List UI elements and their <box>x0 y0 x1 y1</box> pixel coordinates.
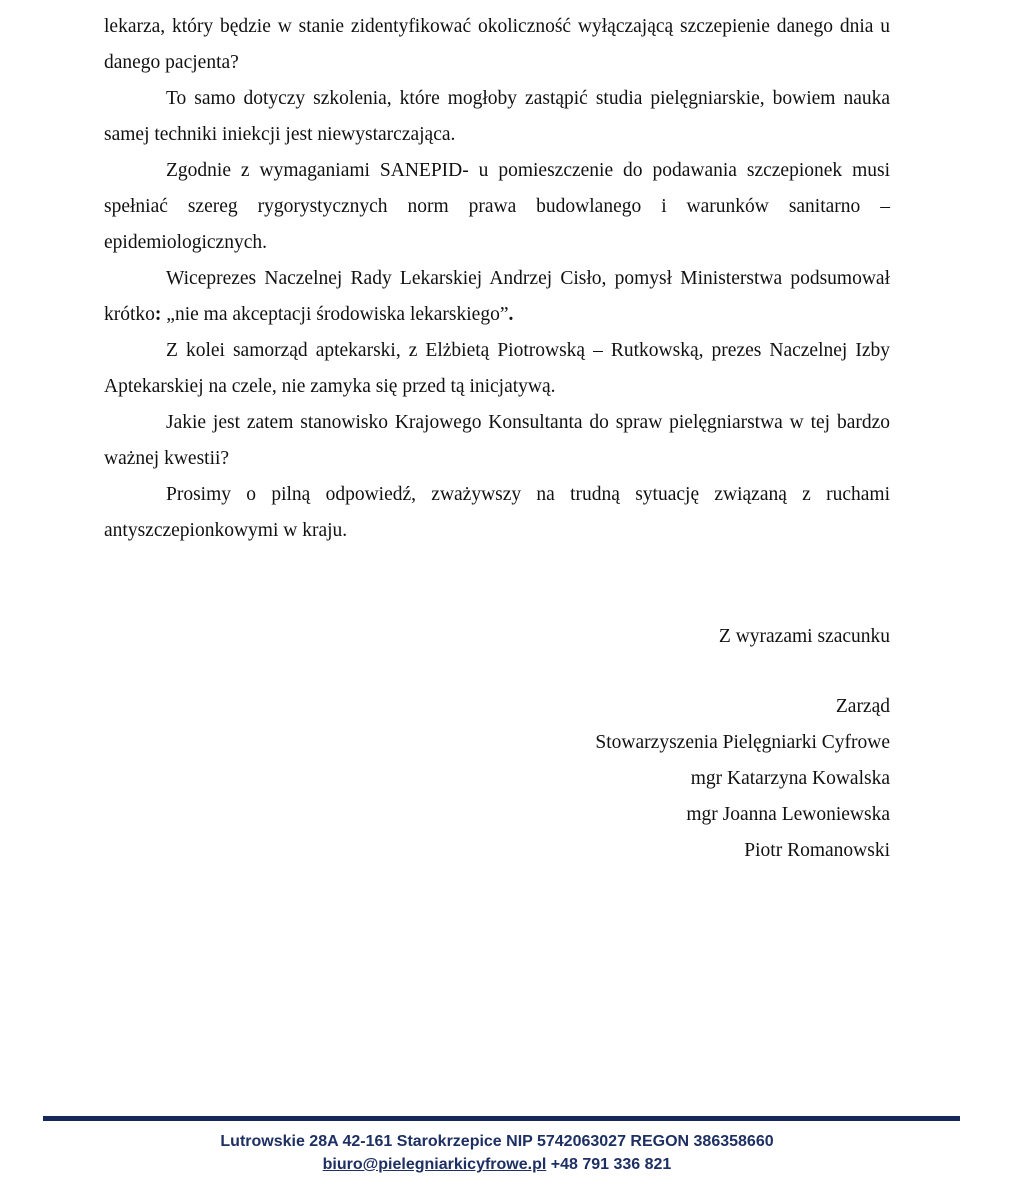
signature-name: mgr Joanna Lewoniewska <box>686 804 890 825</box>
signature-block <box>595 689 890 869</box>
letter-body <box>104 9 890 549</box>
signature-board: Zarząd <box>835 696 890 717</box>
signature-name: mgr Katarzyna Kowalska <box>690 768 890 789</box>
quote-colon: : <box>154 304 162 325</box>
paragraph-request: Prosimy o pilną odpowiedź, zważywszy na trudną sytuację związaną z ruchami antyszczepionkowymi w kraju. <box>104 484 890 541</box>
footer-contact <box>0 1153 994 1176</box>
paragraph-question: Jakie jest zatem stanowisko Krajowego Konsultanta do spraw pielęgniarstwa w tej bardzo ważnej kwestii? <box>104 412 890 469</box>
paragraph-nrl-quote <box>104 261 890 333</box>
paragraph-sanepid: Zgodnie z wymaganiami SANEPID- u pomieszczenie do podawania szczepionek musi spełniać szereg rygorystycznych norm prawa budowlanego i warunków sanitarno – epidemiologicznych. <box>104 160 890 253</box>
quote-text: „nie ma akceptacji środowiska lekarskiego” <box>161 304 509 325</box>
paragraph-pharmacists: Z kolei samorząd aptekarski, z Elżbietą Piotrowską – Rutkowską, prezes Naczelnej Izby Aptekarskiej na czele, nie zamyka się przed tą inicjatywą. <box>104 340 890 397</box>
footer-email-link[interactable]: biuro@pielegniarkicyfrowe.pl <box>322 1156 547 1173</box>
footer-phone: +48 791 336 821 <box>546 1156 672 1173</box>
closing-salutation: Z wyrazami szacunku <box>718 626 890 647</box>
footer-address: Lutrowskie 28A 42-161 Starokrzepice NIP 5742063027 REGON 386358660 <box>220 1133 774 1150</box>
quote-intro: Wiceprezes Naczelnej Rady Lekarskiej Andrzej Cisło, pomysł Ministerstwa podsumował krótko <box>104 268 890 325</box>
footer <box>0 1130 994 1176</box>
paragraph-continuation: lekarza, który będzie w stanie zidentyfikować okoliczność wyłączającą szczepienie danego dnia u danego pacjenta? <box>104 16 890 73</box>
paragraph-training: To samo dotyczy szkolenia, które mogłoby zastąpić studia pielęgniarskie, bowiem nauka samej techniki iniekcji jest niewystarczająca. <box>104 88 890 145</box>
footer-divider <box>43 1116 960 1121</box>
signature-organization: Stowarzyszenia Pielęgniarki Cyfrowe <box>595 732 890 753</box>
signature-name: Piotr Romanowski <box>744 840 890 861</box>
quote-end: . <box>508 304 514 325</box>
